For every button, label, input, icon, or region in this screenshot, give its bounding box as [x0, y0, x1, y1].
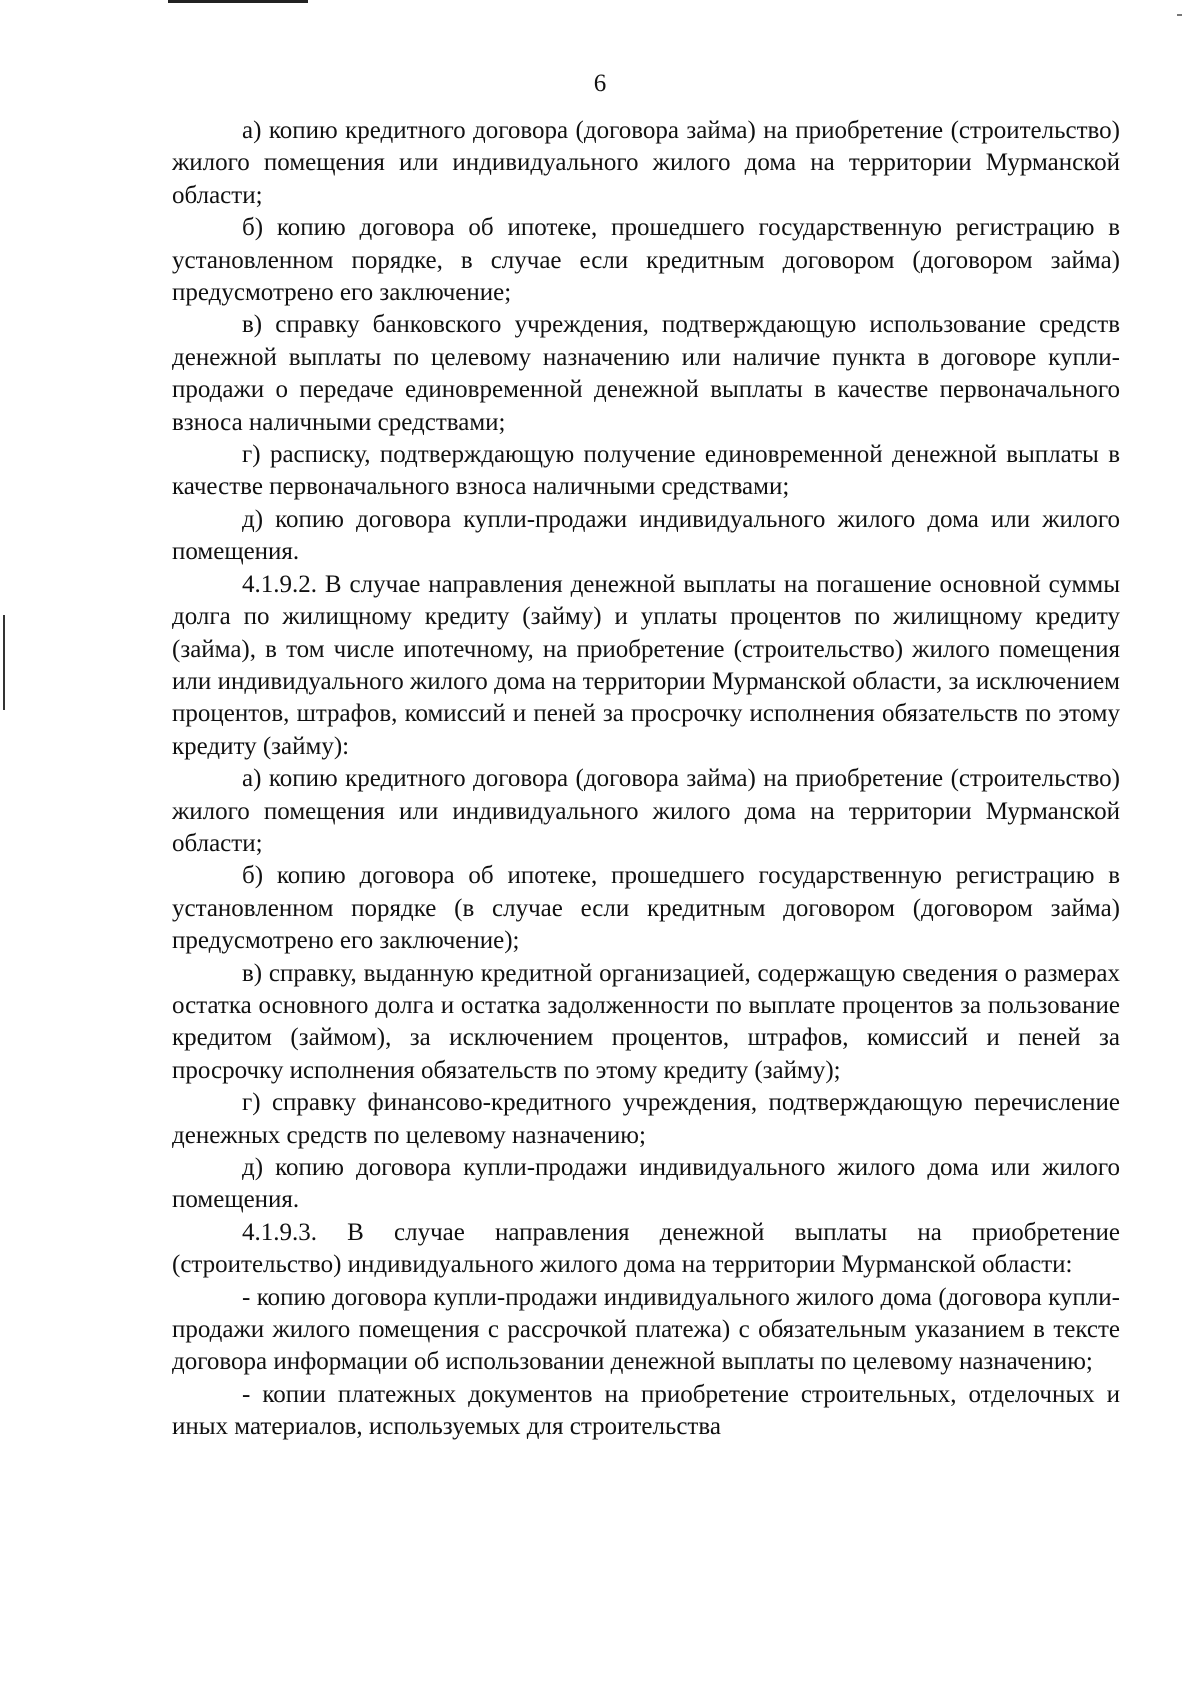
scan-artifact-corner — [1177, 14, 1182, 16]
scan-artifact-left — [3, 615, 5, 710]
paragraph-a-1: а) копию кредитного договора (договора займа) на приобретение (строительство) жилого помещения или индивидуального жилого дома на территории Мурманской области; — [172, 117, 1120, 209]
paragraph-d-1: д) копию договора купли-продажи индивидуального жилого дома или жилого помещения. — [172, 505, 1120, 566]
paragraph-d-2: д) копию договора купли-продажи индивидуального жилого дома или жилого помещения. — [172, 1154, 1120, 1214]
paragraph-a-2: а) копию кредитного договора (договора займа) на приобретение (строительство) жилого помещения или индивидуального жилого дома на территории Мурманской области; — [172, 765, 1120, 857]
paragraph-g-2: г) справку финансово-кредитного учреждения, подтверждающую перечисление денежных средств по целевому назначению; — [172, 1089, 1120, 1149]
paragraph-b-2: б) копию договора об ипотеке, прошедшего государственную регистрацию в установленном порядке (в случае если кредитным договором (договором займа) предусмотрено его заключение); — [172, 862, 1120, 955]
list-item-dash-2: - копии платежных документов на приобретение строительных, отделочных и иных материалов, используемых для строительства — [172, 1380, 1120, 1441]
paragraph-v-1: в) справку банковского учреждения, подтверждающую использование средств денежной выплаты по целевому назначению или наличие пункта в договоре купли-продажи о передаче единовременной денежной выплаты в качестве первоначального взноса наличными средствами; — [172, 311, 1120, 436]
list-item-dash-1: - копию договора купли-продажи индивидуального жилого дома (договора купли-продажи жилого помещения с рассрочкой платежа) с обязательным указанием в тексте договора информации об использовании денежной выплаты по целевому назначению; — [172, 1283, 1120, 1376]
document-body — [172, 115, 1120, 1444]
section-4-1-9-3: 4.1.9.3. В случае направления денежной выплаты на приобретение (строительство) индивидуального жилого дома на территории Мурманской области: — [172, 1218, 1120, 1279]
paragraph-b-1: б) копию договора об ипотеке, прошедшего государственную регистрацию в установленном порядке, в случае если кредитным договором (договором займа) предусмотрено его заключение; — [172, 214, 1120, 307]
paragraph-g-1: г) расписку, подтверждающую получение единовременной денежной выплаты в качестве первоначального взноса наличными средствами; — [172, 441, 1120, 501]
paragraph-v-2: в) справку, выданную кредитной организацией, содержащую сведения о размерах остатка основного долга и остатка задолженности по выплате процентов за пользование кредитом (займом), за исключением процентов, штрафов, комиссий и пеней за просрочку исполнения обязательств по этому кредиту (займу); — [172, 959, 1120, 1084]
scan-artifact-top — [168, 0, 308, 3]
page-number: 6 — [593, 70, 607, 97]
section-4-1-9-2: 4.1.9.2. В случае направления денежной выплаты на погашение основной суммы долга по жилищному кредиту (займу) и уплаты процентов по жилищному кредиту (займа), в том числе ипотечному, на приобретение (строительство) жилого помещения или индивидуального жилого дома на территории Мурманской области, за исключением процентов, штрафов, комиссий и пеней за просрочку исполнения обязательств по этому кредиту (займу): — [172, 570, 1120, 760]
